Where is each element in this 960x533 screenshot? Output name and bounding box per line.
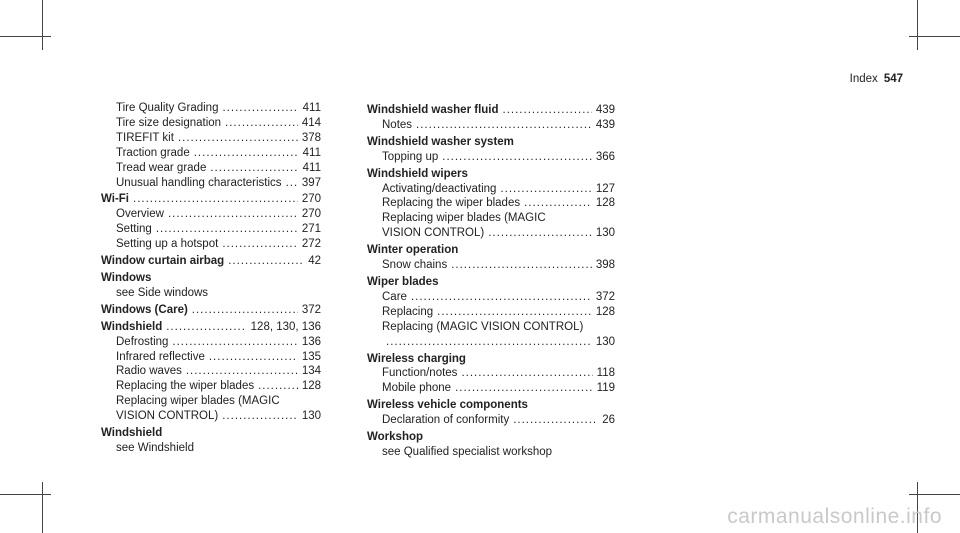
entry-label: Activating/deactivating bbox=[382, 182, 497, 195]
entry-page-number: 439 bbox=[595, 104, 615, 116]
entry-page-number: 136 bbox=[301, 335, 321, 348]
index-heading: Wiper blades bbox=[367, 275, 439, 288]
entry-page-number: 128 bbox=[595, 305, 615, 318]
leader-dots bbox=[488, 226, 592, 241]
index-subentry bbox=[367, 226, 615, 241]
index-subentry bbox=[101, 207, 321, 222]
index-column-right bbox=[367, 101, 615, 460]
entry-page-number: 134 bbox=[301, 365, 321, 378]
entry-page-number: 378 bbox=[301, 131, 321, 144]
leader-dots bbox=[172, 335, 297, 350]
index-subentry bbox=[101, 335, 321, 350]
index-text: see Side windows bbox=[116, 286, 209, 299]
entry-page-number: 135 bbox=[301, 350, 321, 363]
entry-label: Tread wear grade bbox=[116, 161, 207, 174]
leader-dots bbox=[461, 366, 592, 381]
index-subentry bbox=[101, 237, 321, 252]
entry-label: Replacing the wiper blades bbox=[382, 197, 521, 210]
index-subentry bbox=[367, 335, 615, 350]
leader-dots bbox=[133, 192, 298, 207]
entry-page-number: 128, 130, 136 bbox=[250, 320, 321, 333]
index-subentry bbox=[101, 409, 321, 424]
entry-label: Snow chains bbox=[382, 259, 448, 272]
index-heading: Winter operation bbox=[367, 244, 459, 257]
index-text: see Windshield bbox=[116, 441, 194, 454]
page-header bbox=[850, 73, 903, 85]
leader-dots bbox=[500, 182, 591, 197]
entry-label: Function/notes bbox=[382, 367, 458, 380]
entry-page-number: 398 bbox=[595, 259, 615, 272]
entry-label: Traction grade bbox=[116, 146, 190, 159]
index-heading: Workshop bbox=[367, 431, 424, 444]
entry-page-number: 128 bbox=[301, 380, 321, 393]
entry-label: Mobile phone bbox=[382, 382, 452, 395]
index-heading: Windows bbox=[101, 271, 152, 284]
entry-page-number: 414 bbox=[301, 116, 321, 129]
crop-mark bbox=[42, 482, 43, 533]
leader-dots bbox=[209, 350, 298, 365]
leader-dots bbox=[178, 131, 298, 146]
index-heading: Wireless charging bbox=[367, 352, 466, 365]
leader-dots bbox=[192, 303, 298, 318]
entry-label: TIREFIT kit bbox=[116, 131, 174, 144]
entry-label: Replacing bbox=[382, 305, 434, 318]
leader-dots bbox=[386, 335, 592, 350]
index-subentry bbox=[101, 364, 321, 379]
crop-mark bbox=[0, 36, 51, 37]
index-subentry bbox=[101, 379, 321, 394]
entry-page-number: 127 bbox=[595, 182, 615, 195]
index-subentry bbox=[367, 258, 615, 273]
leader-dots bbox=[225, 116, 298, 131]
entry-page-number: 411 bbox=[302, 146, 321, 159]
index-subentry bbox=[367, 182, 615, 197]
entry-label: Wi-Fi bbox=[101, 193, 129, 206]
index-subentry bbox=[367, 290, 615, 305]
leader-dots bbox=[286, 176, 298, 191]
index-subentry bbox=[101, 116, 321, 131]
entry-page-number: 270 bbox=[301, 208, 321, 221]
entry-label: Tire size designation bbox=[116, 116, 222, 129]
entry-page-number: 128 bbox=[595, 197, 615, 210]
entry-label: Declaration of conformity bbox=[382, 414, 510, 427]
entry-page-number: 366 bbox=[595, 150, 615, 163]
index-subentry bbox=[367, 381, 615, 396]
crop-mark bbox=[0, 494, 51, 495]
index-heading: Windshield bbox=[101, 427, 163, 440]
index-heading-entry bbox=[101, 192, 321, 207]
leader-dots bbox=[194, 146, 299, 161]
index-subentry bbox=[101, 131, 321, 146]
index-subentry bbox=[367, 150, 615, 165]
entry-page-number: 42 bbox=[308, 255, 321, 268]
index-subentry bbox=[101, 176, 321, 191]
entry-page-number: 397 bbox=[301, 176, 321, 189]
index-subentry bbox=[101, 101, 321, 116]
entry-label: VISION CONTROL) bbox=[382, 227, 485, 240]
index-text: Replacing wiper blades (MAGIC bbox=[116, 395, 280, 408]
entry-label: Windshield bbox=[101, 320, 163, 333]
leader-dots bbox=[166, 320, 246, 335]
entry-label: Infrared reflective bbox=[116, 350, 205, 363]
index-subentry bbox=[367, 413, 615, 428]
entry-label: Replacing the wiper blades bbox=[116, 380, 255, 393]
leader-dots bbox=[451, 258, 592, 273]
leader-dots bbox=[455, 381, 593, 396]
index-subentry bbox=[101, 146, 321, 161]
index-subentry bbox=[101, 222, 321, 237]
page-number: 547 bbox=[883, 73, 903, 85]
leader-dots bbox=[524, 196, 592, 211]
index-column-left bbox=[101, 101, 321, 456]
index-heading-entry bbox=[367, 103, 615, 118]
entry-page-number: 119 bbox=[596, 382, 615, 395]
leader-dots bbox=[222, 101, 298, 116]
entry-label: Unusual handling characteristics bbox=[116, 176, 282, 189]
index-text: Replacing wiper blades (MAGIC bbox=[382, 212, 546, 225]
index-subentry bbox=[367, 118, 615, 133]
leader-dots bbox=[258, 379, 298, 394]
index-text: see Qualified specialist workshop bbox=[382, 445, 553, 458]
leader-dots bbox=[437, 305, 592, 320]
entry-page-number: 270 bbox=[301, 193, 321, 206]
leader-dots bbox=[210, 161, 298, 176]
leader-dots bbox=[186, 364, 298, 379]
leader-dots bbox=[228, 254, 304, 269]
leader-dots bbox=[411, 290, 592, 305]
entry-label: VISION CONTROL) bbox=[116, 410, 219, 423]
index-heading: Windshield washer system bbox=[367, 135, 514, 148]
entry-label: Topping up bbox=[382, 150, 439, 163]
entry-label: Tire Quality Grading bbox=[116, 102, 219, 114]
leader-dots bbox=[416, 118, 592, 133]
entry-page-number: 411 bbox=[302, 161, 321, 174]
index-heading: Wireless vehicle components bbox=[367, 399, 528, 412]
entry-page-number: 130 bbox=[301, 410, 321, 423]
entry-page-number: 372 bbox=[301, 303, 321, 316]
leader-dots bbox=[503, 103, 592, 118]
index-text: Replacing (MAGIC VISION CONTROL) bbox=[382, 320, 584, 333]
entry-label: Care bbox=[382, 290, 407, 303]
entry-page-number: 439 bbox=[595, 118, 615, 131]
crop-mark bbox=[917, 0, 918, 50]
header-label: Index bbox=[849, 73, 878, 85]
entry-page-number: 130 bbox=[595, 335, 615, 348]
entry-page-number: 271 bbox=[301, 223, 321, 236]
entry-label: Windows (Care) bbox=[101, 303, 188, 316]
entry-page-number: 411 bbox=[302, 102, 321, 114]
leader-dots bbox=[222, 237, 298, 252]
leader-dots bbox=[442, 150, 592, 165]
entry-page-number: 118 bbox=[596, 367, 615, 380]
entry-label: Window curtain airbag bbox=[101, 255, 225, 268]
entry-page-number: 372 bbox=[595, 290, 615, 303]
index-heading-entry bbox=[101, 303, 321, 318]
index-heading-entry bbox=[101, 320, 321, 335]
leader-dots bbox=[168, 207, 298, 222]
index-subentry bbox=[367, 366, 615, 381]
entry-label: Windshield washer fluid bbox=[367, 104, 499, 116]
index-subentry bbox=[101, 350, 321, 365]
leader-dots bbox=[222, 409, 298, 424]
index-heading: Windshield wipers bbox=[367, 167, 468, 180]
crop-mark bbox=[42, 0, 43, 50]
index-subentry bbox=[101, 161, 321, 176]
entry-page-number: 272 bbox=[301, 238, 321, 251]
index-subentry bbox=[367, 196, 615, 211]
index-subentry bbox=[367, 305, 615, 320]
entry-label: Setting up a hotspot bbox=[116, 238, 219, 251]
leader-dots bbox=[513, 413, 598, 428]
entry-label: Setting bbox=[116, 223, 152, 236]
entry-label: Notes bbox=[382, 118, 413, 131]
entry-label: Radio waves bbox=[116, 365, 182, 378]
entry-label: Defrosting bbox=[116, 335, 169, 348]
leader-dots bbox=[156, 222, 298, 237]
index-heading-entry bbox=[101, 254, 321, 269]
watermark: carmanualsonline.info bbox=[727, 505, 942, 528]
entry-label: Overview bbox=[116, 208, 164, 221]
entry-page-number: 26 bbox=[602, 414, 615, 427]
entry-page-number: 130 bbox=[595, 227, 615, 240]
